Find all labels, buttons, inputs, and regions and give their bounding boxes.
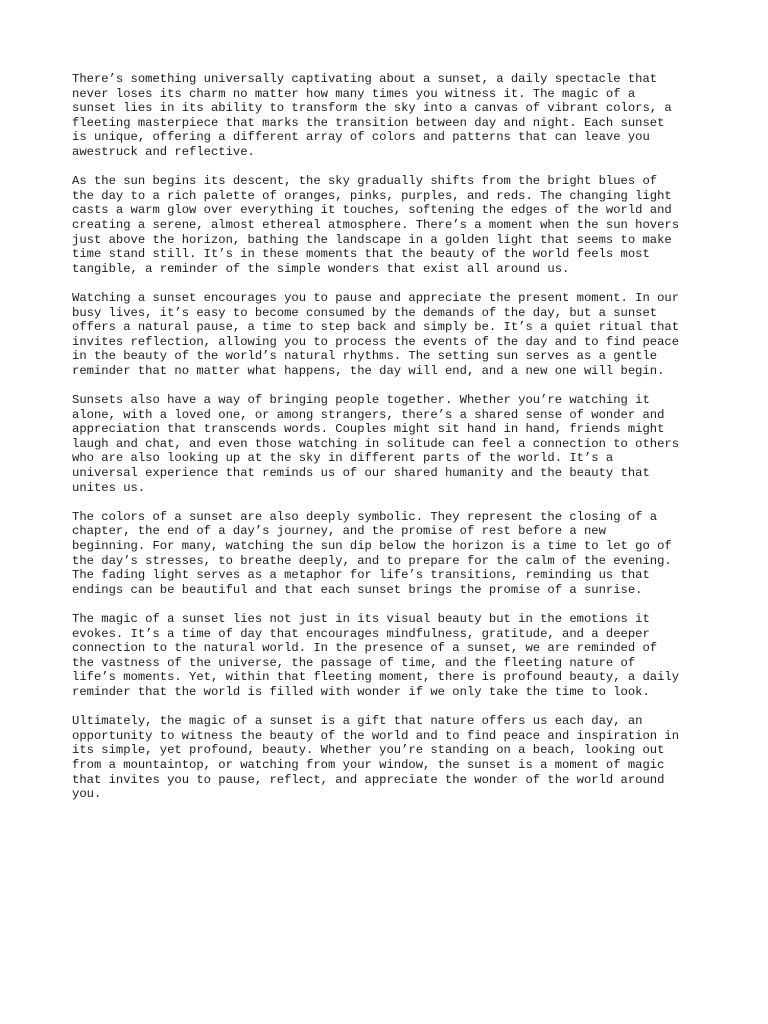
document-body: [72, 72, 708, 816]
paragraph-7: Ultimately, the magic of a sunset is a gift that nature offers us each day, an opportunity to witness the beauty of the world and to find peace and inspiration in its simple, yet profound, beauty. Whether you’re standing on a beach, looking out from a mountaintop, or watching from your window, the sunset is a moment of magic that invites you to pause, reflect, and appreciate the wonder of the world around you.: [72, 714, 680, 802]
paragraph-1: There’s something universally captivating about a sunset, a daily spectacle that never loses its charm no matter how many times you witness it. The magic of a sunset lies in its ability to transform the sky into a canvas of vibrant colors, a fleeting masterpiece that marks the transition between day and night. Each sunset is unique, offering a different array of colors and patterns that can leave you awestruck and reflective.: [72, 72, 672, 159]
paragraph-5: The colors of a sunset are also deeply symbolic. They represent the closing of a chapter, the end of a day’s journey, and the promise of rest before a new beginning. For many, watching the sun dip below the horizon is a time to let go of the day’s stresses, to breathe deeply, and to prepare for the calm of the evening. The fading light serves as a metaphor for life’s transitions, reminding us that endings can be beautiful and that each sunset brings the promise of a sunrise.: [72, 509, 672, 597]
paragraph-4: Sunsets also have a way of bringing people together. Whether you’re watching it alone, with a loved one, or among strangers, there’s a shared sense of wonder and appreciation that transcends words. Couples might sit hand in hand, friends might laugh and chat, and even those watching in solitude can feel a connection to others who are also looking up at the sky in different parts of the world. It’s a universal experience that reminds us of our shared humanity and the beauty that unites us.: [72, 393, 680, 495]
paragraph-6: The magic of a sunset lies not just in its visual beauty but in the emotions it evokes. It’s a time of day that encourages mindfulness, gratitude, and a deeper connection to the natural world. In the presence of a sunset, we are reminded of the vastness of the universe, the passage of time, and the fleeting nature of life’s moments. Yet, within that fleeting moment, there is profound beauty, a daily reminder that the world is filled with wonder if we only take the time to look.: [72, 611, 680, 699]
paragraph-3: Watching a sunset encourages you to pause and appreciate the present moment. In our busy lives, it’s easy to become consumed by the demands of the day, but a sunset offers a natural pause, a time to step back and simply be. It’s a quiet ritual that invites reflection, allowing you to process the events of the day and to find peace in the beauty of the world’s natural rhythms. The setting sun serves as a gentle reminder that no matter what happens, the day will end, and a new one will begin.: [72, 290, 680, 378]
paragraph-2: As the sun begins its descent, the sky gradually shifts from the bright blues of the day to a rich palette of oranges, pinks, purples, and reds. The changing light casts a warm glow over everything it touches, softening the edges of the world and creating a serene, almost ethereal atmosphere. There’s a moment when the sun hovers just above the horizon, bathing the landscape in a golden light that seems to make time stand still. It’s in these moments that the beauty of the world feels most tangible, a reminder of the simple wonders that exist all around us.: [72, 174, 680, 276]
